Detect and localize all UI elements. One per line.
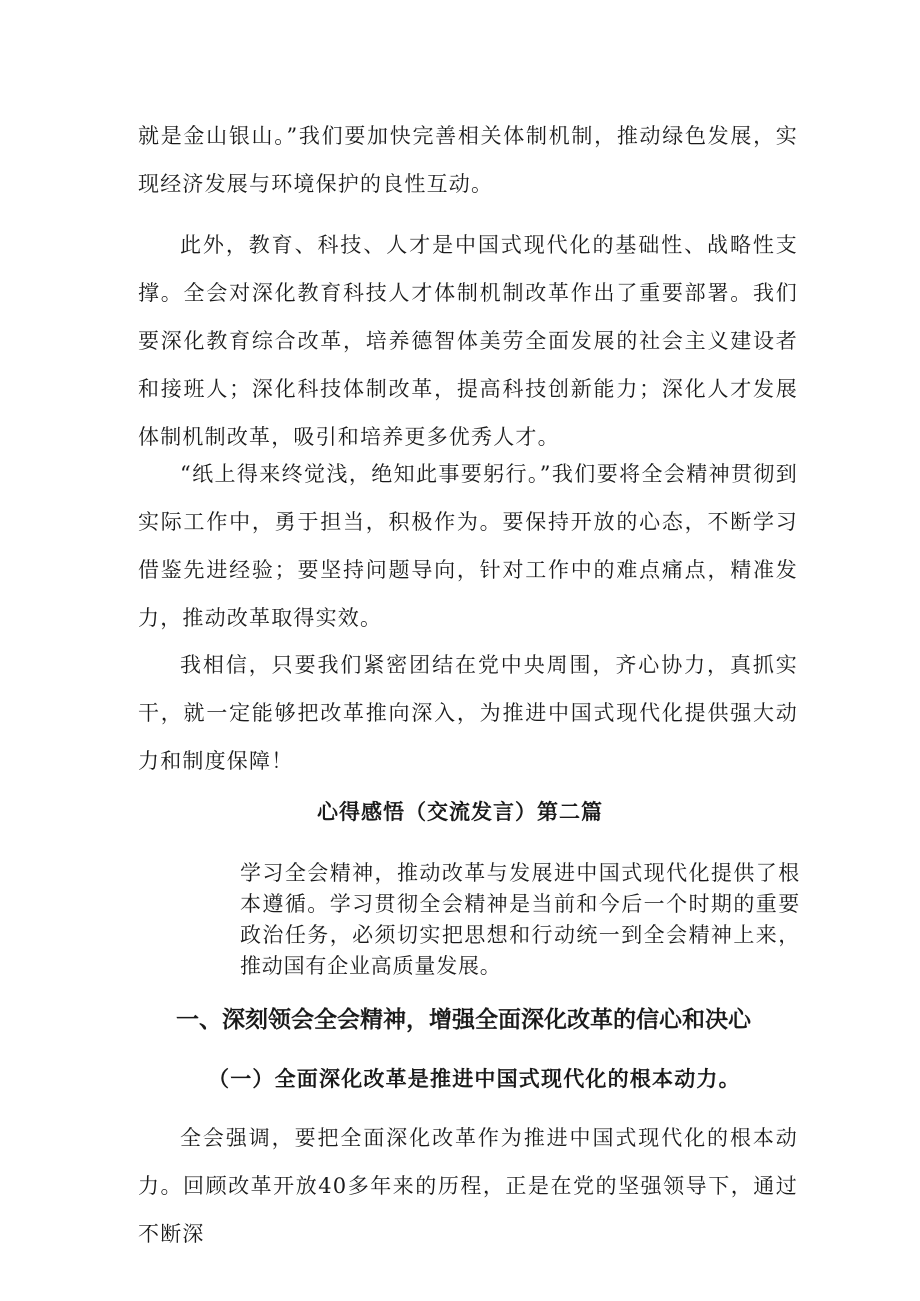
heading-level-1: 一、深刻领会全会精神，增强全面深化改革的信心和决心 — [176, 1007, 751, 1033]
paragraph-practice: “纸上得来终觉浅，绝知此事要躬行。”我们要将全会精神贯彻到实际工作中，勇于担当，积极作为。要保持开放的心态，不断学习借鉴先进经验；要坚持问题导向，针对工作中的难点痛点，精准发力，推动改革取得实效。 — [138, 462, 798, 630]
heading-level-2: （一）全面深化改革是推进中国式现代化的根本动力。 — [208, 1066, 741, 1091]
paragraph-green-development: 就是金山银山。”我们要加快完善相关体制机制，推动绿色发展，实现经济发展与环境保护的良性互动。 — [138, 124, 798, 196]
section-title: 心得感悟（交流发言）第二篇 — [317, 799, 603, 824]
abstract-paragraph: 学习全会精神，推动改革与发展进中国式现代化提供了根本遵循。学习贯彻全会精神是当前和今后一个时期的重要政治任务，必须切实把思想和行动统一到全会精神上来，推动国有企业高质量发展。 — [240, 861, 800, 978]
paragraph-reform-history: 全会强调，要把全面深化改革作为推进中国式现代化的根本动力。回顾改革开放40多年来的历程，正是在党的坚强领导下，通过不断深 — [138, 1126, 798, 1246]
paragraph-belief: 我相信，只要我们紧密团结在党中央周围，齐心协力，真抓实干，就一定能够把改革推向深入，为推进中国式现代化提供强大动力和制度保障！ — [138, 653, 798, 773]
paragraph-education-talent: 此外，教育、科技、人才是中国式现代化的基础性、战略性支撑。全会对深化教育科技人才体制机制改革作出了重要部署。我们要深化教育综合改革，培养德智体美劳全面发展的社会主义建设者和接班人；深化科技体制改革，提高科技创新能力；深化人才发展体制机制改革，吸引和培养更多优秀人才。 — [138, 233, 798, 449]
